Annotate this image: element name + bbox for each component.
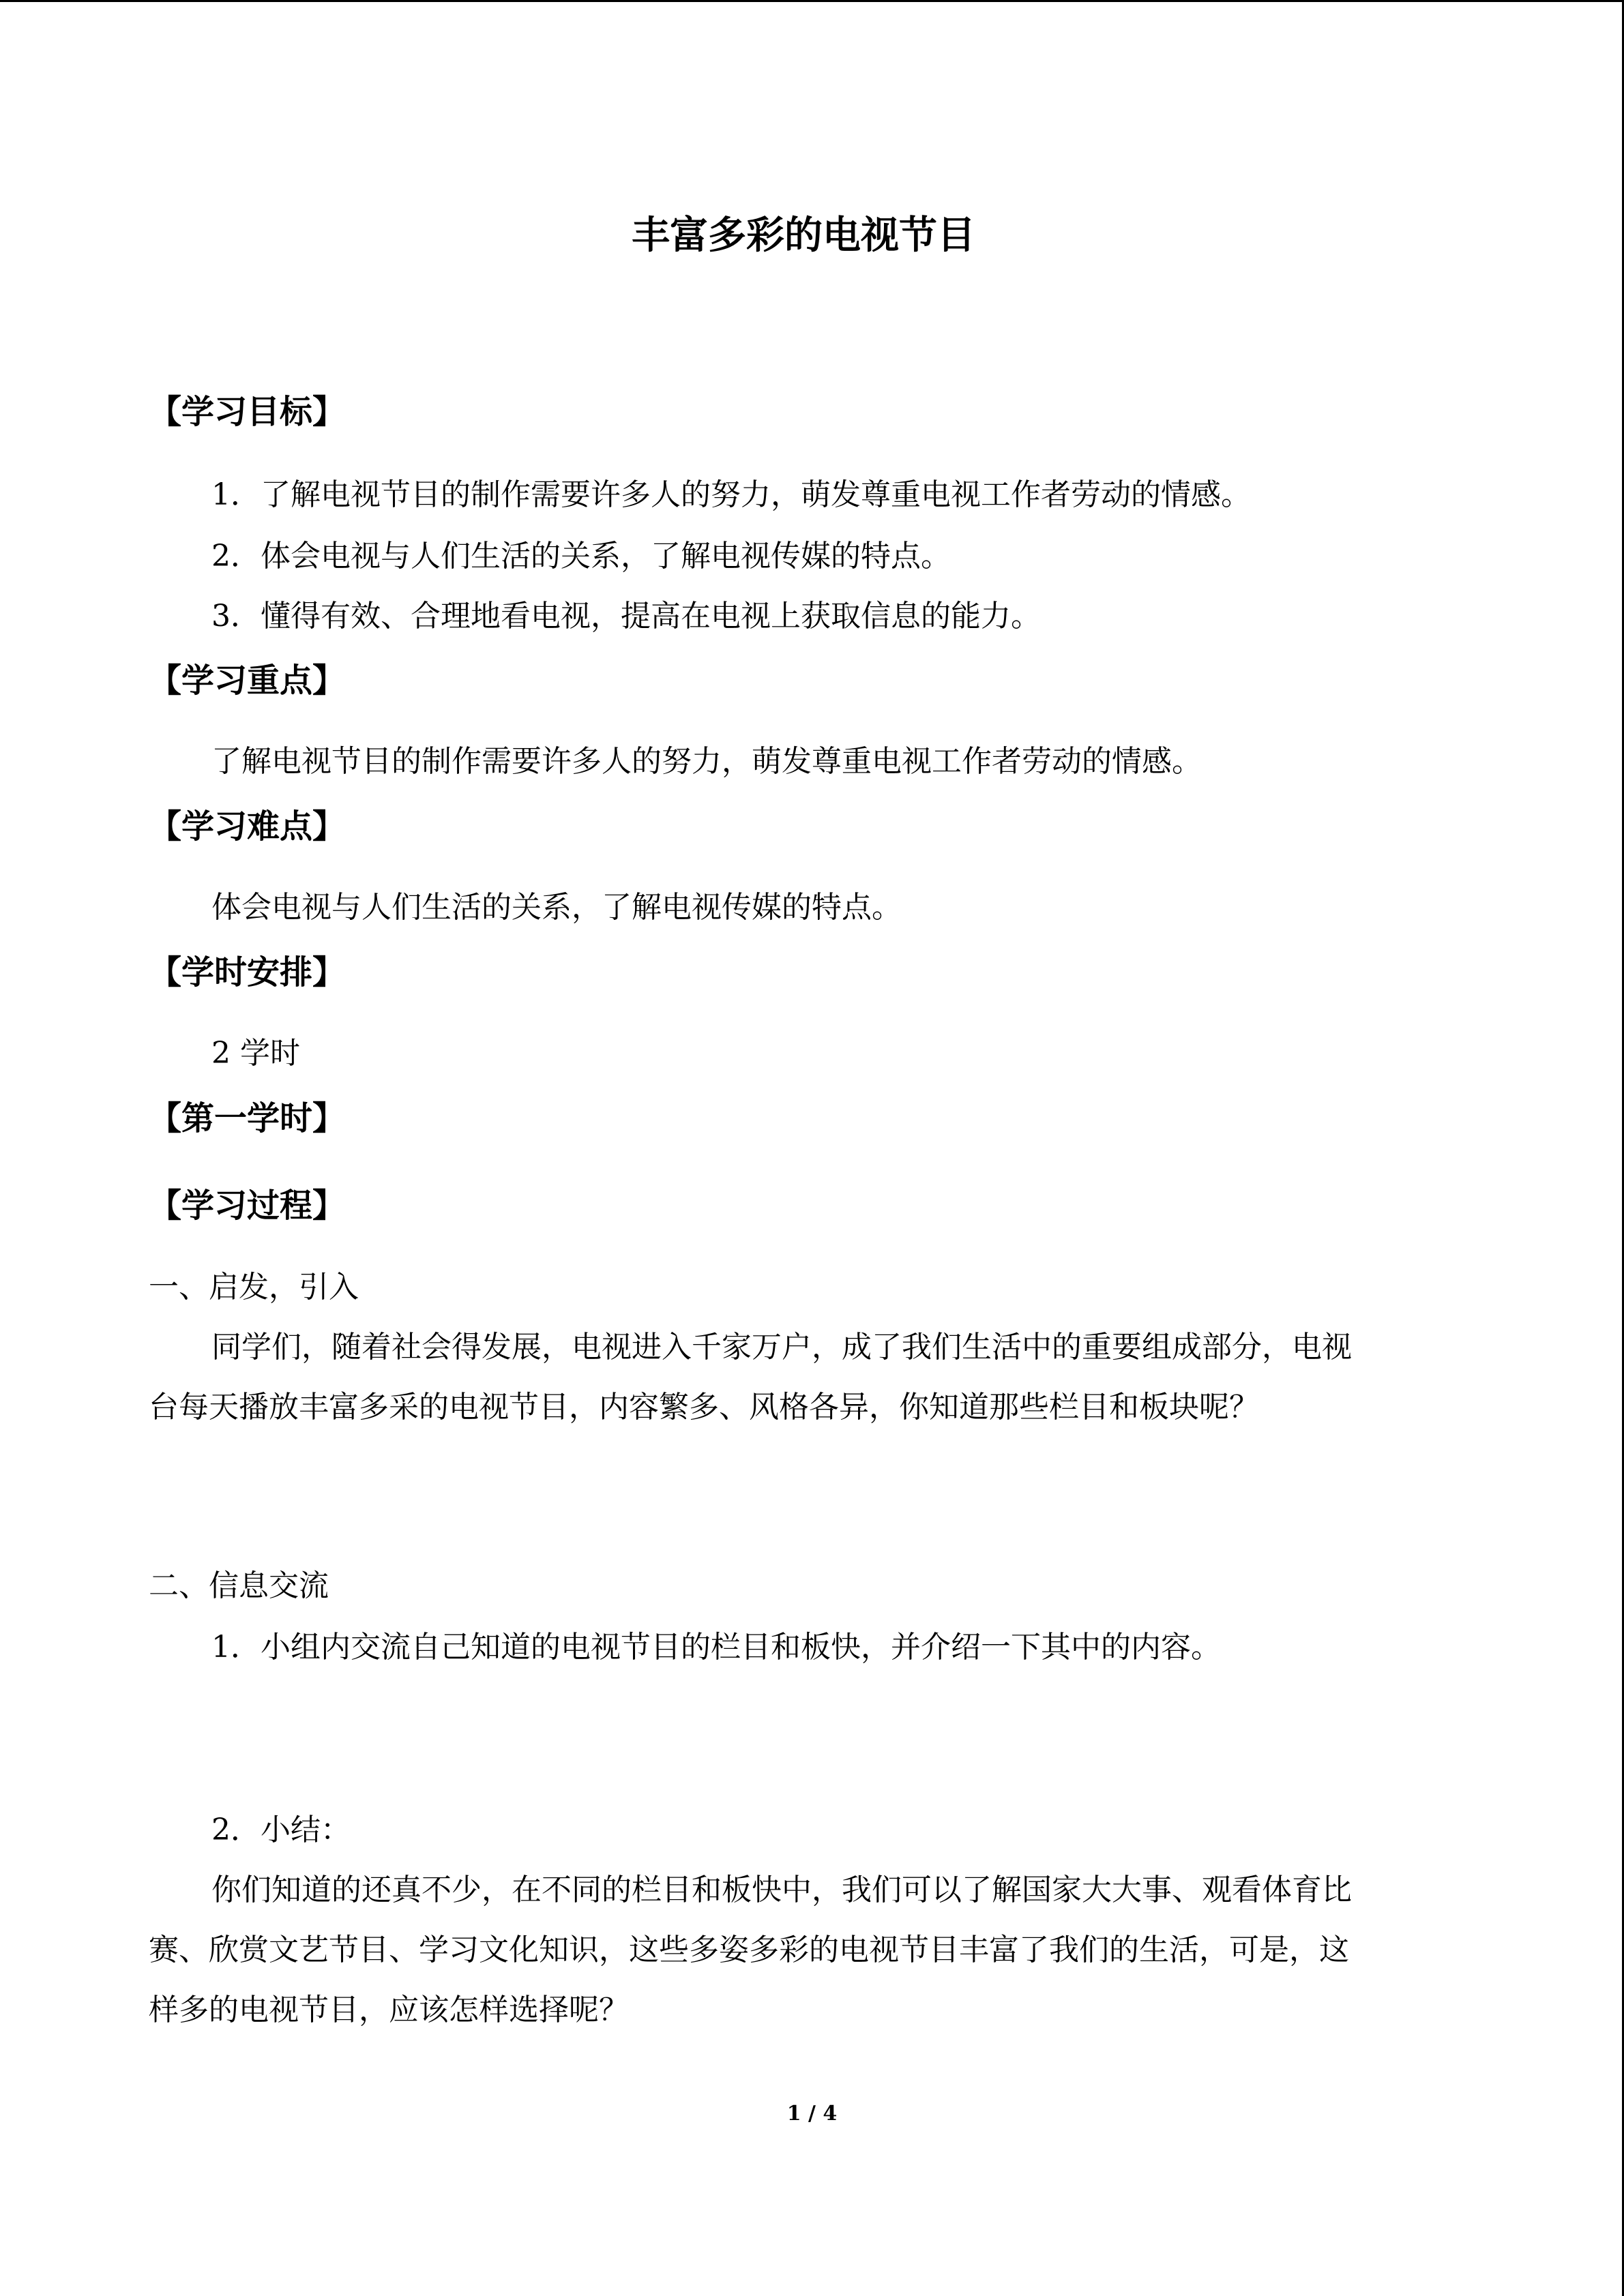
step2-item-1: 1．小组内交流自己知道的电视节目的栏目和板快，并介绍一下其中的内容。 [211,1630,1221,1665]
objective-item-2: 2．体会电视与人们生活的关系，了解电视传媒的特点。 [211,539,951,573]
step1-title: 一、启发，引入 [149,1270,359,1304]
step2-title: 二、信息交流 [149,1568,329,1603]
difficulties-heading: 【学习难点】 [149,807,346,846]
step1-paragraph-line-2: 台每天播放丰富多采的电视节目，内容繁多、风格各异，你知道那些栏目和板块呢？ [149,1390,1259,1425]
summary-line-1: 你们知道的还真不少，在不同的栏目和板快中，我们可以了解国家大大事、观看体育比 [211,1873,1352,1907]
schedule-heading: 【学时安排】 [149,953,346,992]
difficulties-text: 体会电视与人们生活的关系，了解电视传媒的特点。 [211,890,902,925]
step1-paragraph-line-1: 同学们，随着社会得发展，电视进入千家万户，成了我们生活中的重要组成部分，电视 [211,1330,1352,1365]
step2-item-2: 2．小结： [211,1813,351,1847]
objective-item-3: 3．懂得有效、合理地看电视，提高在电视上获取信息的能力。 [211,599,1041,633]
key-points-text: 了解电视节目的制作需要许多人的努力，萌发尊重电视工作者劳动的情感。 [211,744,1202,779]
process-heading: 【学习过程】 [149,1187,346,1225]
schedule-text: 2 学时 [211,1036,300,1071]
document-title: 丰富多彩的电视节目 [632,213,975,258]
objectives-heading: 【学习目标】 [149,393,346,431]
objective-item-1: 1．了解电视节目的制作需要许多人的努力，萌发尊重电视工作者劳动的情感。 [211,477,1251,512]
first-period-heading: 【第一学时】 [149,1099,346,1137]
page-number: 1 / 4 [786,2102,838,2126]
summary-line-2: 赛、欣赏文艺节目、学习文化知识，这些多姿多彩的电视节目丰富了我们的生活，可是，这 [149,1933,1349,1967]
summary-line-3: 样多的电视节目，应该怎样选择呢？ [149,1993,629,2027]
key-points-heading: 【学习重点】 [149,661,346,700]
